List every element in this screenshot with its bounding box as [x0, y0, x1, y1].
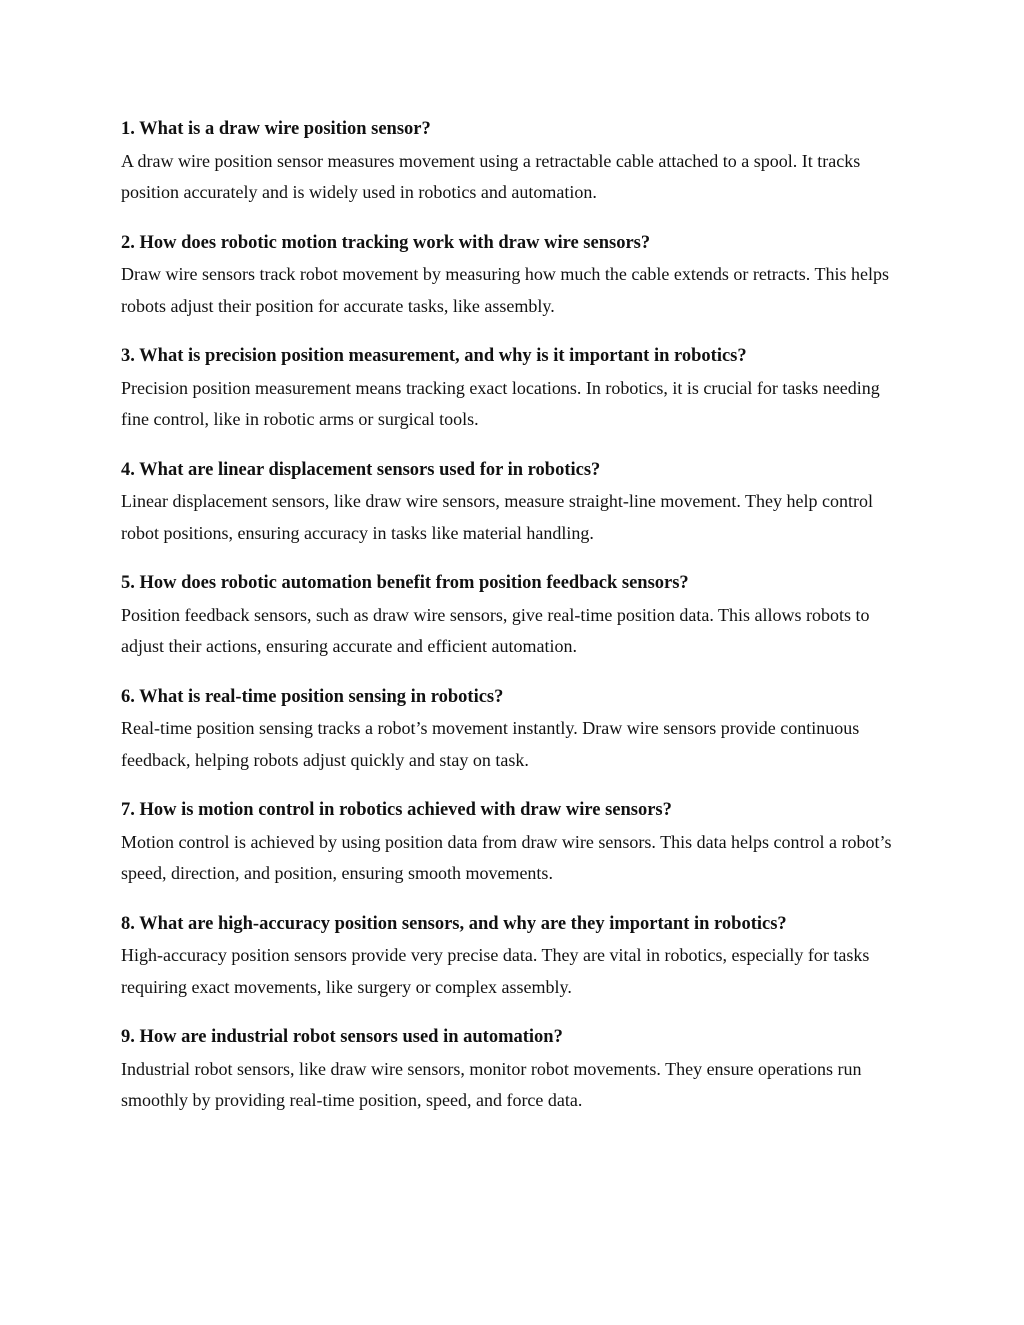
- faq-document: [121, 114, 911, 1136]
- faq-answer: Industrial robot sensors, like draw wire sensors, monitor robot movements. They ensure operations run smoothly by providing real-time position, speed, and force data.: [121, 1058, 862, 1110]
- faq-question: 8. What are high-accuracy position sensors, and why are they important in robotics?: [121, 913, 787, 934]
- faq-item-5: [121, 568, 911, 663]
- faq-question: 5. How does robotic automation benefit from position feedback sensors?: [121, 573, 689, 593]
- faq-answer: Precision position measurement means tracking exact locations. In robotics, it is crucial for tasks needing fine control, like in robotic arms or surgical tools.: [121, 377, 880, 429]
- faq-question: 7. How is motion control in robotics achieved with draw wire sensors?: [121, 800, 672, 820]
- faq-item-2: [121, 228, 911, 323]
- faq-question: 2. How does robotic motion tracking work with draw wire sensors?: [121, 232, 651, 253]
- faq-answer: Draw wire sensors track robot movement by measuring how much the cable extends or retracts. This helps robots adjust their position for accurate tasks, like assembly.: [121, 264, 889, 316]
- faq-question: 1. What is a draw wire position sensor?: [121, 119, 431, 139]
- faq-answer: A draw wire position sensor measures movement using a retractable cable attached to a spool. It tracks position accurately and is widely used in robotics and automation.: [121, 150, 861, 202]
- faq-item-8: [121, 909, 911, 1004]
- faq-item-1: [121, 114, 911, 209]
- faq-question: 6. What is real-time position sensing in robotics?: [121, 686, 504, 707]
- faq-answer: Position feedback sensors, such as draw wire sensors, give real-time position data. This allows robots to adjust their actions, ensuring accurate and efficient automation.: [121, 604, 870, 656]
- faq-answer: Linear displacement sensors, like draw wire sensors, measure straight-line movement. They help control robot positions, ensuring accuracy in tasks like material handling.: [121, 491, 873, 543]
- faq-question: 3. What is precision position measurement, and why is it important in robotics?: [121, 346, 747, 366]
- faq-item-7: [121, 795, 911, 890]
- faq-item-9: [121, 1022, 911, 1117]
- faq-question: 4. What are linear displacement sensors used for in robotics?: [121, 459, 601, 480]
- faq-item-3: [121, 341, 911, 436]
- faq-question: 9. How are industrial robot sensors used in automation?: [121, 1027, 563, 1047]
- faq-item-6: [121, 682, 911, 777]
- faq-item-4: [121, 455, 911, 550]
- faq-answer: High-accuracy position sensors provide very precise data. They are vital in robotics, especially for tasks requiring exact movements, like surgery or complex assembly.: [121, 945, 870, 997]
- faq-answer: Real-time position sensing tracks a robot’s movement instantly. Draw wire sensors provide continuous feedback, helping robots adjust quickly and stay on task.: [121, 718, 860, 770]
- faq-answer: Motion control is achieved by using position data from draw wire sensors. This data helps control a robot’s speed, direction, and position, ensuring smooth movements.: [121, 831, 892, 883]
